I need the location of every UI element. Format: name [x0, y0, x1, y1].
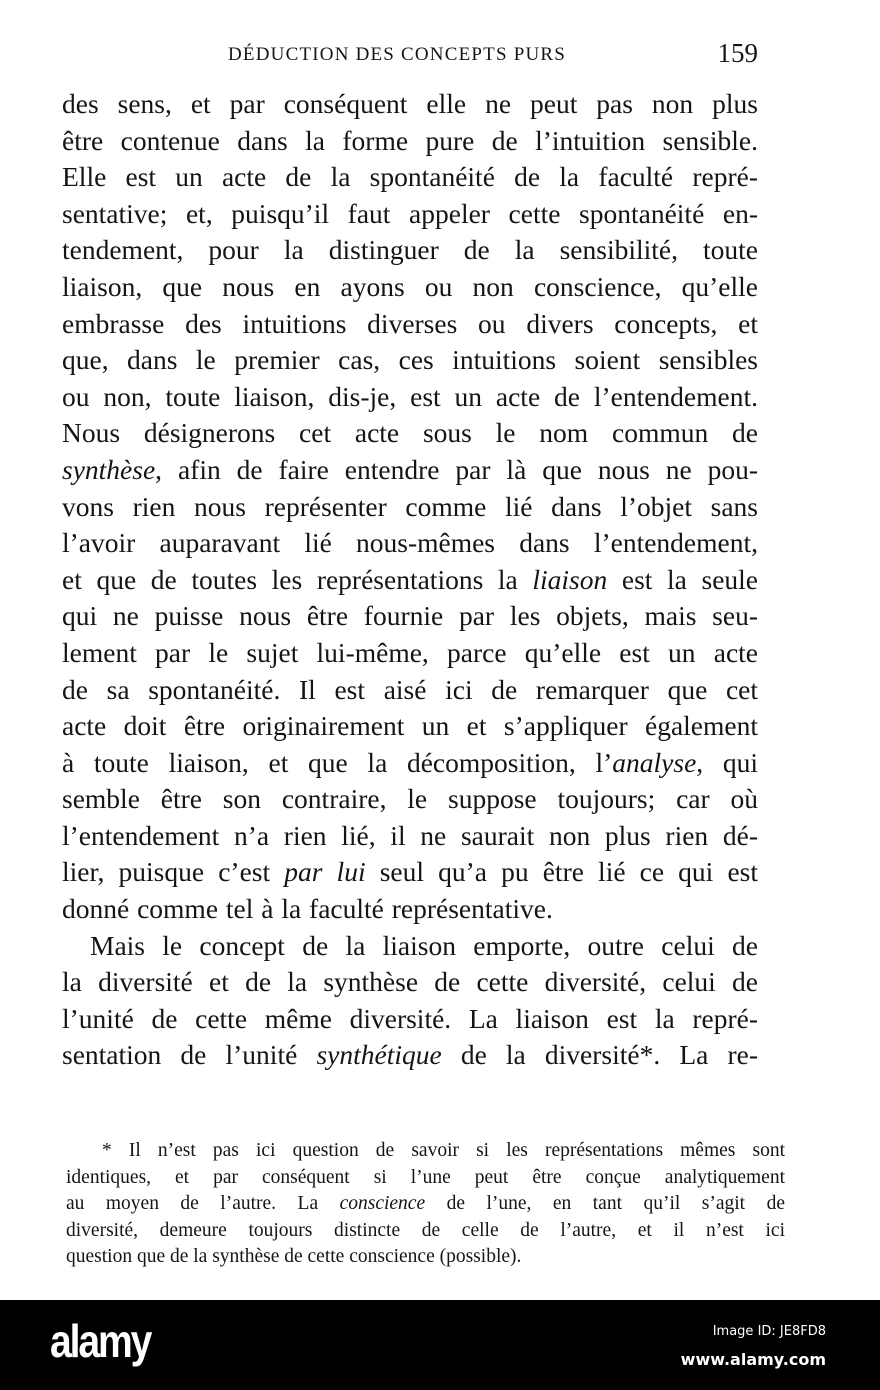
text-segment: et que de toutes les représentations la — [62, 563, 533, 595]
text-segment: lement par le sujet lui-même, parce qu’elle est un acte — [62, 636, 758, 668]
italic-term: synthétique — [316, 1039, 442, 1071]
text-segment: de la diversité*. La re- — [441, 1039, 758, 1071]
text-segment: , qui — [696, 746, 758, 778]
text-line — [62, 379, 758, 416]
text-segment: que, dans le premier cas, ces intuitions soient sensibles — [62, 344, 758, 376]
text-segment: l’avoir auparavant lié nous-mêmes dans l’entendement, — [62, 527, 758, 559]
text-line — [62, 489, 758, 526]
text-segment: diversité, demeure toujours distincte de celle de l’autre, et il n’est ici — [66, 1219, 785, 1241]
text-segment: qui ne puisse nous être fournie par les objets, mais seu- — [62, 600, 758, 632]
text-line — [62, 635, 758, 672]
text-line — [62, 306, 758, 343]
text-segment: de l’une, en tant qu’il s’agit de — [425, 1193, 785, 1214]
footnote-line — [66, 1218, 785, 1245]
image-id: Image ID: JE8FD8 — [712, 1324, 826, 1339]
italic-term: liaison — [532, 563, 608, 595]
footnote-line — [66, 1138, 785, 1165]
text-line — [62, 525, 758, 562]
text-segment: acte doit être originairement un et s’appliquer également — [62, 710, 758, 742]
site-url: www.alamy.com — [680, 1350, 826, 1369]
body-text — [62, 86, 758, 1074]
text-segment: tendement, pour la distinguer de la sensibilité, toute — [62, 234, 758, 266]
watermark-bar — [0, 1300, 880, 1390]
text-line — [62, 123, 758, 160]
footnote-line — [66, 1244, 785, 1271]
text-segment: est la seule — [607, 563, 758, 595]
alamy-logo: alamy — [50, 1315, 151, 1367]
text-segment: Elle est un acte de la spontanéité de la faculté repré- — [62, 161, 758, 193]
text-line — [62, 598, 758, 635]
text-line — [62, 818, 758, 855]
text-segment: sentative; et, puisqu’il faut appeler cette spontanéité en- — [62, 197, 758, 229]
text-segment: sentation de l’unité — [62, 1039, 317, 1071]
text-line — [62, 86, 758, 123]
text-segment: liaison, que nous en ayons ou non conscience, qu’elle — [62, 270, 758, 302]
text-line — [62, 891, 758, 928]
text-segment: des sens, et par conséquent elle ne peut pas non plus — [62, 88, 758, 119]
text-line — [62, 415, 758, 452]
italic-term: analyse — [612, 746, 697, 778]
text-line — [62, 232, 758, 269]
text-line — [62, 562, 758, 599]
running-header — [228, 40, 758, 70]
text-line — [62, 928, 758, 965]
text-segment: Mais le concept de la liaison emporte, outre celui de — [90, 929, 758, 961]
text-line — [62, 964, 758, 1001]
running-title: DÉDUCTION DES CONCEPTS PURS — [228, 44, 567, 65]
text-segment: seul qu’a pu être lié ce qui est — [365, 856, 758, 888]
text-line — [62, 708, 758, 745]
italic-term: synthèse — [62, 453, 156, 485]
text-segment: identiques, et par conséquent si l’une peut être conçue analytiquement — [66, 1166, 785, 1188]
text-line — [62, 672, 758, 709]
text-segment: donné comme tel à la faculté représentative. — [62, 893, 553, 925]
text-segment: l’entendement n’a rien lié, il ne saurait non plus rien dé- — [62, 819, 758, 851]
text-line — [62, 452, 758, 489]
text-line — [62, 159, 758, 196]
italic-term: conscience — [339, 1193, 426, 1214]
text-line — [62, 342, 758, 379]
text-line — [62, 854, 758, 891]
italic-term: par lui — [284, 856, 366, 888]
text-segment: être contenue dans la forme pure de l’intuition sensible. — [62, 124, 758, 156]
text-line — [62, 745, 758, 782]
text-segment: la diversité et de la synthèse de cette diversité, celui de — [62, 966, 758, 998]
footnote-line — [66, 1165, 785, 1192]
text-line — [62, 1037, 758, 1074]
text-segment: au moyen de l’autre. La — [66, 1193, 340, 1214]
page-number: 159 — [717, 38, 758, 68]
text-segment: l’unité de cette même diversité. La liaison est la repré- — [62, 1002, 758, 1034]
text-segment: de sa spontanéité. Il est aisé ici de remarquer que cet — [62, 673, 758, 705]
text-line — [62, 781, 758, 818]
text-segment: , afin de faire entendre par là que nous ne pou- — [155, 453, 758, 485]
text-segment: embrasse des intuitions diverses ou divers concepts, et — [62, 307, 758, 339]
text-segment: Nous désignerons cet acte sous le nom commun de — [62, 417, 758, 449]
footnote — [66, 1138, 785, 1271]
text-segment: lier, puisque c’est — [62, 856, 285, 888]
footnote-line — [66, 1191, 785, 1218]
text-segment: question que de la synthèse de cette conscience (possible). — [66, 1246, 522, 1267]
text-segment: ou non, toute liaison, dis-je, est un acte de l’entendement. — [62, 380, 758, 412]
text-line — [62, 196, 758, 233]
text-line — [62, 1001, 758, 1038]
text-segment: * Il n’est pas ici question de savoir si les représentations mêmes sont — [102, 1140, 785, 1161]
text-segment: à toute liaison, et que la décomposition, l’ — [62, 746, 613, 778]
text-segment: semble être son contraire, le suppose toujours; car où — [62, 783, 758, 815]
text-segment: vons rien nous représenter comme lié dans l’objet sans — [62, 490, 758, 522]
text-line — [62, 269, 758, 306]
